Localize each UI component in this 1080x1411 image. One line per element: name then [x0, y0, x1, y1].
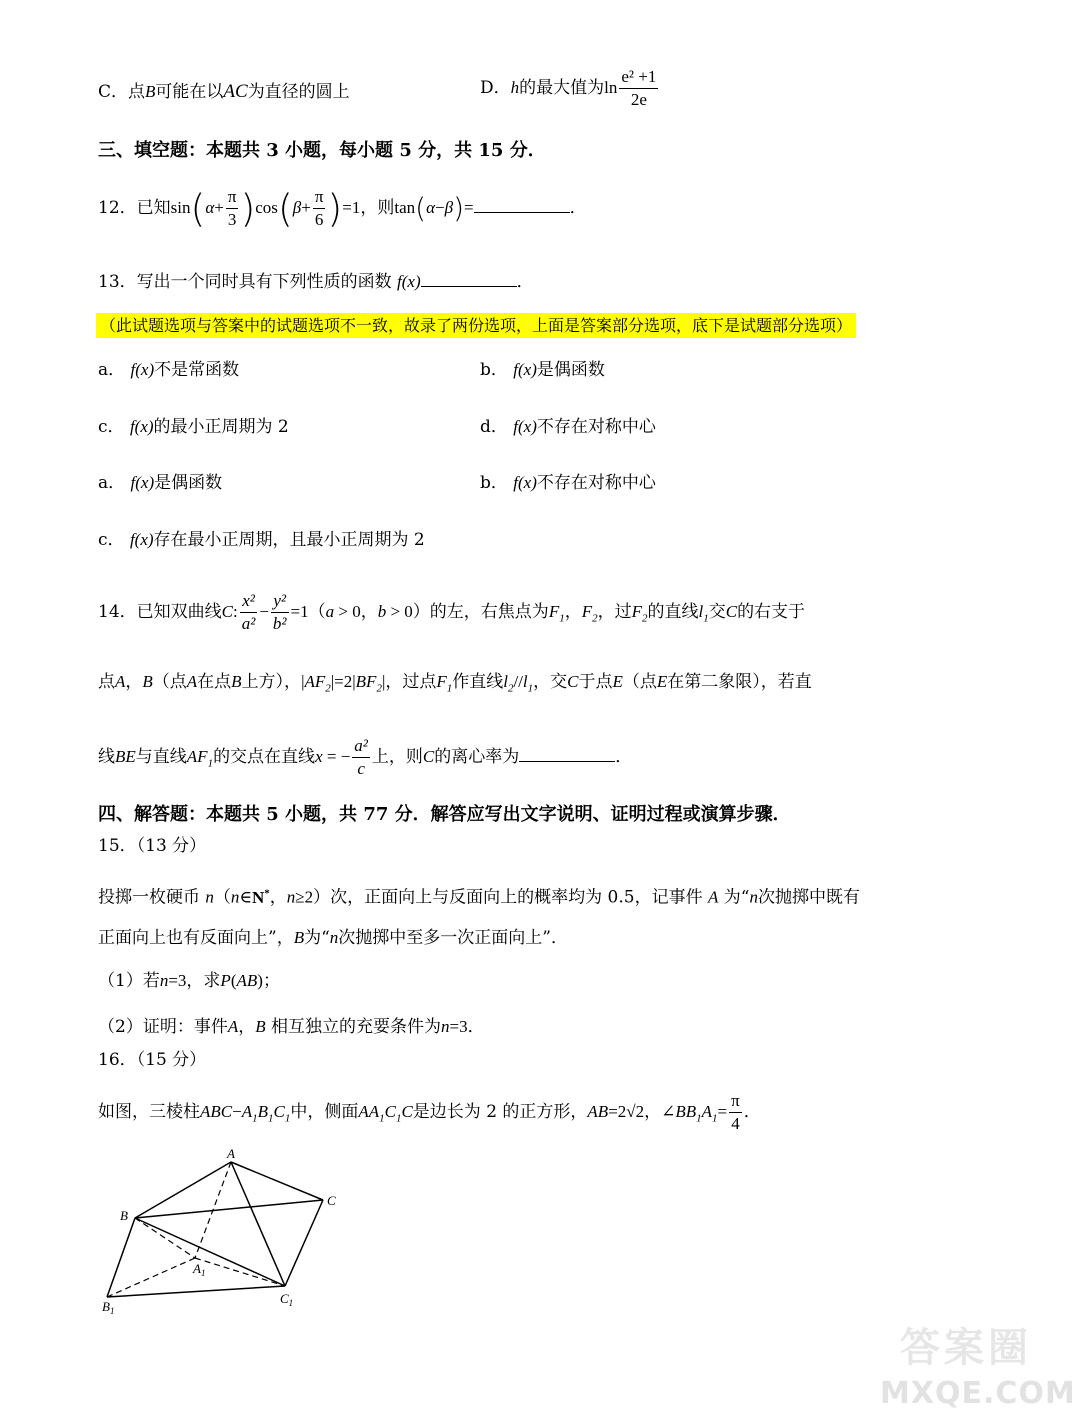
watermark-site: MXQE.COM — [880, 1376, 1076, 1411]
property-c2: c． f(x)存在最小正周期，且最小正周期为 2 — [98, 530, 425, 550]
label-A1: $A_1$ — [193, 1261, 206, 1278]
property-c1: c． f(x)的最小正周期为 2 — [98, 417, 289, 437]
section4-heading: 四、解答题：本题共 5 小题，共 77 分．解答应写出文字说明、证明过程或演算步骤． — [98, 804, 791, 825]
property-b2: b． f(x)不存在对称中心 — [480, 473, 656, 493]
question-15-line2: 正面向上也有反面向上”，B为“n次抛掷中至多一次正面向上”． — [98, 928, 568, 948]
section3-heading: 三、填空题：本题共 3 小题，每小题 5 分，共 15 分． — [98, 140, 546, 161]
edge-B1A1 — [107, 1258, 195, 1297]
answer-blank-13[interactable] — [421, 266, 517, 287]
edge-B1C1 — [107, 1286, 285, 1297]
property-b1: b． f(x)是偶函数 — [480, 360, 605, 380]
edge-A1C1 — [195, 1258, 285, 1286]
property-d1: d． f(x)不存在对称中心 — [480, 417, 656, 437]
question-12: 12．已知sin(α+ $\frac{\pi}{3}$ )cos(β+ $\frac{\pi}{6}$ )=1，则tan(α−β)= ． — [98, 186, 587, 231]
edge-BC — [135, 1200, 323, 1218]
property-a1: a． f(x)不是常函数 — [98, 360, 240, 380]
question-14-line1: 14．已知双曲线C: $\frac{\text{x²}}{\text{a²}}$ − $\frac{\text{y²}}{\text{b²}}$ =1（a > 0，b > 0）的左，右焦点为$F_1$，$F_2$，过$F_2$的直线$l_1$交C的右支于 — [98, 591, 806, 633]
question-13: 13．写出一个同时具有下列性质的函数 f(x) ． — [98, 266, 534, 296]
option-d: D．h的最大值为ln $\frac{\text{e² +1}}{2e}$ — [480, 67, 657, 109]
highlight-note: （此试题选项与答案中的试题选项不一致，故录了两份选项，上面是答案部分选项，底下是试题部分选项） — [96, 312, 856, 340]
answer-blank-12[interactable] — [474, 192, 570, 213]
question-16-head: 16．（15 分） — [98, 1050, 207, 1070]
question-15-part1: （1）若n=3，求P(AB)； — [98, 971, 280, 991]
answer-blank-14[interactable] — [519, 741, 615, 762]
label-B1: $B_1$ — [102, 1299, 115, 1316]
edge-BB1 — [107, 1218, 135, 1297]
question-15-head: 15．（13 分） — [98, 836, 207, 856]
question-15-line1: 投掷一枚硬币 n（n∈N*，n≥2）次，正面向上与反面向上的概率均为 0.5，记事件 A 为“n次抛掷中既有 — [98, 887, 860, 908]
edge-CC1 — [285, 1200, 323, 1286]
label-C: C — [327, 1193, 336, 1208]
question-15-part2: （2）证明：事件A，B 相互独立的充要条件为n=3． — [98, 1017, 485, 1037]
label-B: B — [120, 1208, 128, 1223]
watermark-logo: 答案圈 — [900, 1325, 1032, 1371]
property-a2: a． f(x)是偶函数 — [98, 473, 223, 493]
question-16-line1: 如图，三棱柱$ABC-A_1B_1C_1$中，侧面$AA_1C_1C$是边长为 2 的正方形，AB=2√2，$\angle BB_1A_1=$ $\frac{\pi}{4}$ ． — [98, 1091, 761, 1133]
watermark — [880, 1316, 1080, 1411]
label-A: A — [227, 1146, 235, 1161]
label-C1: $C_1$ — [280, 1291, 294, 1308]
question-14-line3: 线BE与直线$AF_1$的交点在直线x = − $\frac{\text{a²}}{c}$ 上，则C的离心率为 ． — [98, 736, 633, 778]
prism-figure — [95, 1145, 355, 1320]
question-14-line2: 点A，B（点A在点B上方），$|AF_2|=2|BF_2|$，过点$F_1$作直线$l_2//l_1$，交C于点E（点E在第二象限），若直 — [98, 672, 812, 695]
edge-BC1 — [135, 1218, 285, 1286]
edge-BA1 — [135, 1218, 195, 1258]
option-c: C．点B可能在以AC为直径的圆上 — [98, 81, 350, 102]
